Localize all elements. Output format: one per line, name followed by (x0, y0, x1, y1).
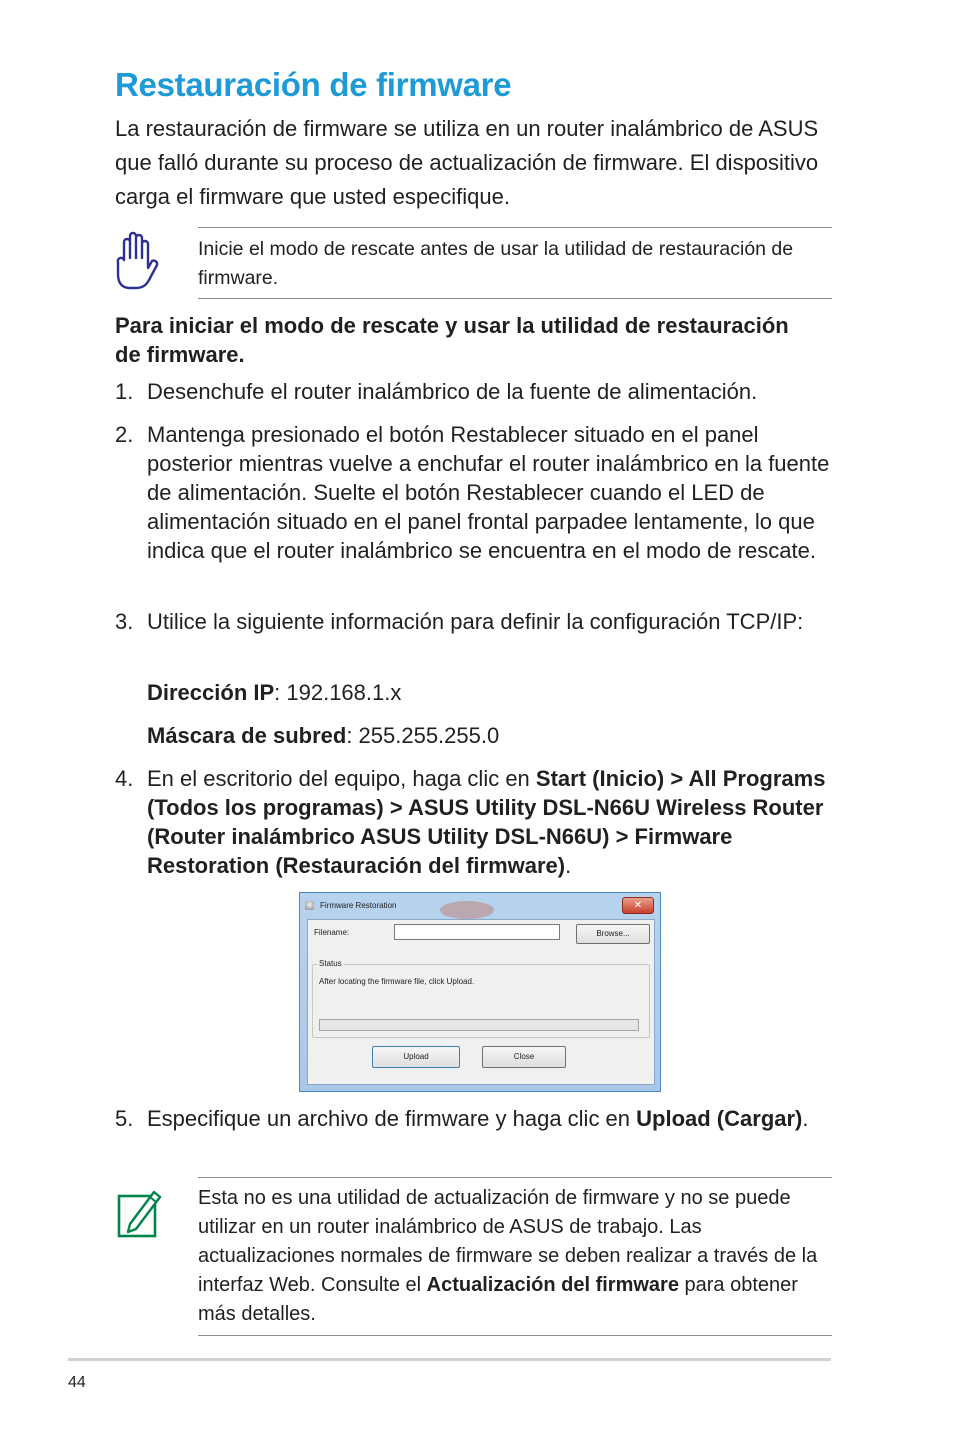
status-text: After locating the firmware file, click Upload. (319, 977, 475, 986)
step-3 (115, 607, 835, 636)
section-title: Restauración de firmware (115, 66, 512, 103)
firmware-restoration-dialog (299, 892, 661, 1092)
step-text (147, 1104, 835, 1133)
app-icon (305, 901, 314, 910)
status-group-title: Status (319, 959, 342, 968)
menu-path: Start (Inicio) > All Programs (Todos los programas) > ASUS Utility DSL-N66U Wireless Router (Router inalámbrico ASUS Utility DSL-N66U) > Firmware Restoration (Restauración del firmware) (147, 766, 826, 878)
hand-icon (112, 230, 160, 292)
step-text: Mantenga presionado el botón Restablecer situado en el panel posterior mientras vuelve a enchufar el router inalámbrico en la fuente de alimentación. Suelte el botón Restablecer cuando el LED de alimentación situado en el panel frontal parpadee lentamente, lo que indica que el router inalámbrico se encuentra en el modo de rescate. (147, 422, 830, 563)
step-2 (115, 420, 835, 565)
step-number: 1. (115, 379, 134, 404)
info-note-plain: Esta no es una utilidad de actualización de firmware y no se puede utilizar en un router inalámbrico de ASUS de trabajo. Las actualizaciones normales de firmware se deben realizar a través de la interfaz Web. Consulte el (198, 1187, 818, 1296)
dialog-titlebar (300, 893, 660, 917)
step-number: 3. (115, 609, 134, 634)
upload-button-reference: Upload (Cargar) (636, 1106, 803, 1131)
progress-bar (319, 1019, 639, 1031)
step-text-end: . (565, 853, 572, 878)
step-text-plain: En el escritorio del equipo, haga clic en (147, 766, 536, 791)
caution-note (198, 227, 832, 299)
step-4 (115, 764, 835, 880)
info-note-end: para obtener más detalles. (198, 1274, 798, 1325)
dialog-title: Firmware Restoration (320, 901, 397, 910)
footer-rule (68, 1358, 831, 1361)
step-1 (115, 377, 835, 406)
intro-paragraph: La restauración de firmware se utiliza en un router inalámbrico de ASUS que falló durante su proceso de actualización de firmware. El dispositivo carga el firmware que usted especifique. (115, 116, 819, 209)
edit-note-icon (116, 1186, 164, 1240)
ip-address-label: Dirección IP (147, 680, 275, 705)
cross-reference: Actualización del firmware (426, 1274, 679, 1296)
browse-button[interactable]: Browse... (576, 924, 650, 944)
close-icon[interactable]: ✕ (622, 897, 654, 914)
status-group (312, 959, 650, 1038)
page-number: 44 (68, 1374, 86, 1391)
ip-address-value: : 192.168.1.x (274, 680, 402, 705)
step-number: 4. (115, 766, 134, 791)
step-5 (115, 1104, 835, 1133)
step-text-plain: Especifique un archivo de firmware y haga clic en (147, 1106, 637, 1131)
step-text: Utilice la siguiente información para definir la configuración TCP/IP: (147, 609, 804, 634)
subnet-mask-value: : 255.255.255.0 (346, 723, 500, 748)
ip-address-line (147, 678, 401, 707)
step-text: Desenchufe el router inalámbrico de la fuente de alimentación. (147, 379, 758, 404)
subnet-mask-label: Máscara de subred (147, 723, 347, 748)
info-note-text (198, 1178, 832, 1329)
filename-label: Filename: (314, 928, 350, 937)
subnet-mask-line (147, 721, 499, 750)
upload-button[interactable]: Upload (372, 1046, 460, 1068)
dialog-body (307, 919, 655, 1085)
step-number: 2. (115, 422, 134, 447)
step-number: 5. (115, 1106, 134, 1131)
info-note (198, 1177, 832, 1336)
close-button[interactable]: Close (482, 1046, 566, 1068)
procedure-heading: Para iniciar el modo de rescate y usar la utilidad de restauración de firmware. (115, 313, 789, 367)
caution-note-text: Inicie el modo de rescate antes de usar la utilidad de restauración de firmware. (198, 238, 794, 289)
step-text-end: . (802, 1106, 809, 1131)
filename-input[interactable] (394, 924, 560, 940)
step-text (147, 764, 835, 880)
